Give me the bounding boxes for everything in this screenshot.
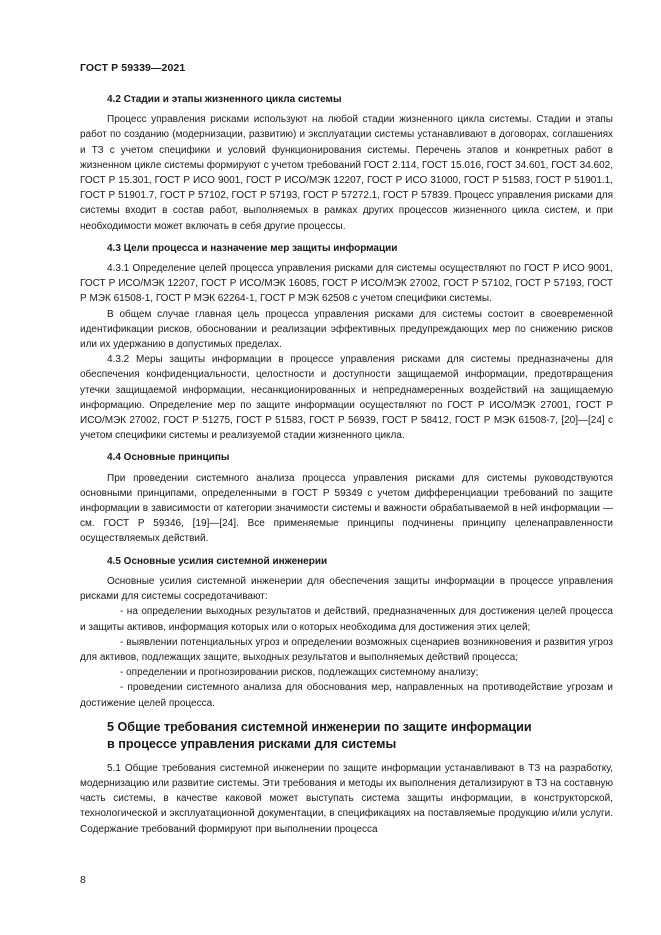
section-5-1-paragraph: 5.1 Общие требования системной инженерии по защите информации устанавливают в ТЗ на разработку, модернизацию или развитие системы. Эти требования и методы их выполнения детализируют в ТЗ на составную часть системы, в качестве каковой может выступать система защиты информации, в конструкторской, технологической и эксплуатационной документации, в спецификациях на поставляемые продукцию и/или услуги. Содержание требований формируют при выполнении процесса xyxy=(80,762,613,835)
list-item: - на определении выходных результатов и действий, предназначенных для достижения целей процесса и защиты активов, информация которых или о которых необходима для достижения этих целей; xyxy=(80,606,613,633)
section-4-4-paragraph: При проведении системного анализа процесса управления рисками для системы руководствуются основными принципами, определенными в ГОСТ Р 59349 с учетом дифференциации требований по защите информации в зависимости от категории значимости системы и важности обрабатываемой в ней информации — см. ГОСТ Р 59346, [19]—[24]. Все применяемые принципы подчинены принципу целенаправленности осуществляемых действий. xyxy=(80,472,613,545)
document-code-header: ГОСТ Р 59339—2021 xyxy=(80,62,186,74)
section-4-5-heading: 4.5 Основные усилия системной инженерии xyxy=(107,555,328,567)
section-4-3-1-paragraph-2: В общем случае главная цель процесса управления рисками для системы состоит в своевременной идентификации рисков, обосновании и реализации эффективных предупреждающих мер по снижению рисков или их удержанию в допустимых пределах. xyxy=(80,308,613,351)
section-4-3-heading: 4.3 Цели процесса и назначение мер защиты информации xyxy=(107,242,398,254)
section-4-2-paragraph: Процесс управления рисками используют на любой стадии жизненного цикла системы. Стадии и этапы работ по созданию (модернизации, развитию) и эксплуатации системы устанавливают в договорах, соглашениях и ТЗ с учетом специфики и условий функционирования системы. Перечень этапов и конкретных работ в жизненном цикле системы формируют с учетом требований ГОСТ 2.114, ГОСТ 15.016, ГОСТ 34.601, ГОСТ 34.602, ГОСТ Р 15.301, ГОСТ Р ИСО 9001, ГОСТ Р ИСО/МЭК 12207, ГОСТ Р ИСО 31000, ГОСТ Р 51583, ГОСТ Р 51901.1, ГОСТ Р 51901.7, ГОСТ Р 57102, ГОСТ Р 57193, ГОСТ Р 57272.1, ГОСТ Р 57839. Процесс управления рисками для системы входит в состав работ, выполняемых в рамках других процессов жизненного цикла систем, и при необходимости может включать в себя другие процессы. xyxy=(80,114,613,232)
section-4-2-heading: 4.2 Стадии и этапы жизненного цикла системы xyxy=(107,94,342,105)
list-item: - определении и прогнозировании рисков, подлежащих системному анализу; xyxy=(120,667,479,679)
section-4-3-2-paragraph: 4.3.2 Меры защиты информации в процессе управления рисками для системы предназначены для обеспечения конфиденциальности, целостности и доступности защищаемой информации, предотвращения утечки защищаемой информации, несанкционированных и непреднамеренных воздействий на защищаемую информацию. Определение мер по защите информации осуществляют по ГОСТ Р ИСО/МЭК 27001, ГОСТ Р ИСО/МЭК 27002, ГОСТ Р 51275, ГОСТ Р 51583, ГОСТ Р 56939, ГОСТ Р 58412, ГОСТ Р МЭК 61508-7, [20]—[24] с учетом специфики системы и реализуемой стадии жизненного цикла. xyxy=(80,354,613,442)
list-item: - выявлении потенциальных угроз и определении возможных сценариев возникновения и развития угроз для активов, подлежащих защите, выходных результатов и выполняемых действий процесса; xyxy=(80,636,613,663)
section-5-heading xyxy=(80,719,613,753)
section-5-heading-line-1: 5 Общие требования системной инженерии по защите информации xyxy=(107,719,532,734)
list-item: - проведении системного анализа для обоснования мер, направленных на противодействие угрозам и достижение целей процесса. xyxy=(80,682,613,709)
section-4-5-paragraph: Основные усилия системной инженерии для обеспечения защиты информации в процессе управления рисками для системы сосредотачивают: xyxy=(80,575,613,603)
section-5-heading-line-2: в процессе управления рисками для системы xyxy=(107,736,397,751)
section-4-4-heading: 4.4 Основные принципы xyxy=(107,452,230,464)
section-4-3-1-paragraph: 4.3.1 Определение целей процесса управления рисками для системы осуществляют по ГОСТ Р ИСО 9001, ГОСТ Р ИСО/МЭК 12207, ГОСТ Р ИСО/МЭК 16085, ГОСТ Р ИСО/МЭК 27002, ГОСТ Р 57102, ГОСТ Р 57193, ГОСТ Р МЭК 61508-1, ГОСТ Р МЭК 62264-1, ГОСТ Р МЭК 62508 с учетом специфики системы. xyxy=(80,263,613,305)
document-body xyxy=(80,92,613,837)
page-number: 8 xyxy=(80,874,86,886)
